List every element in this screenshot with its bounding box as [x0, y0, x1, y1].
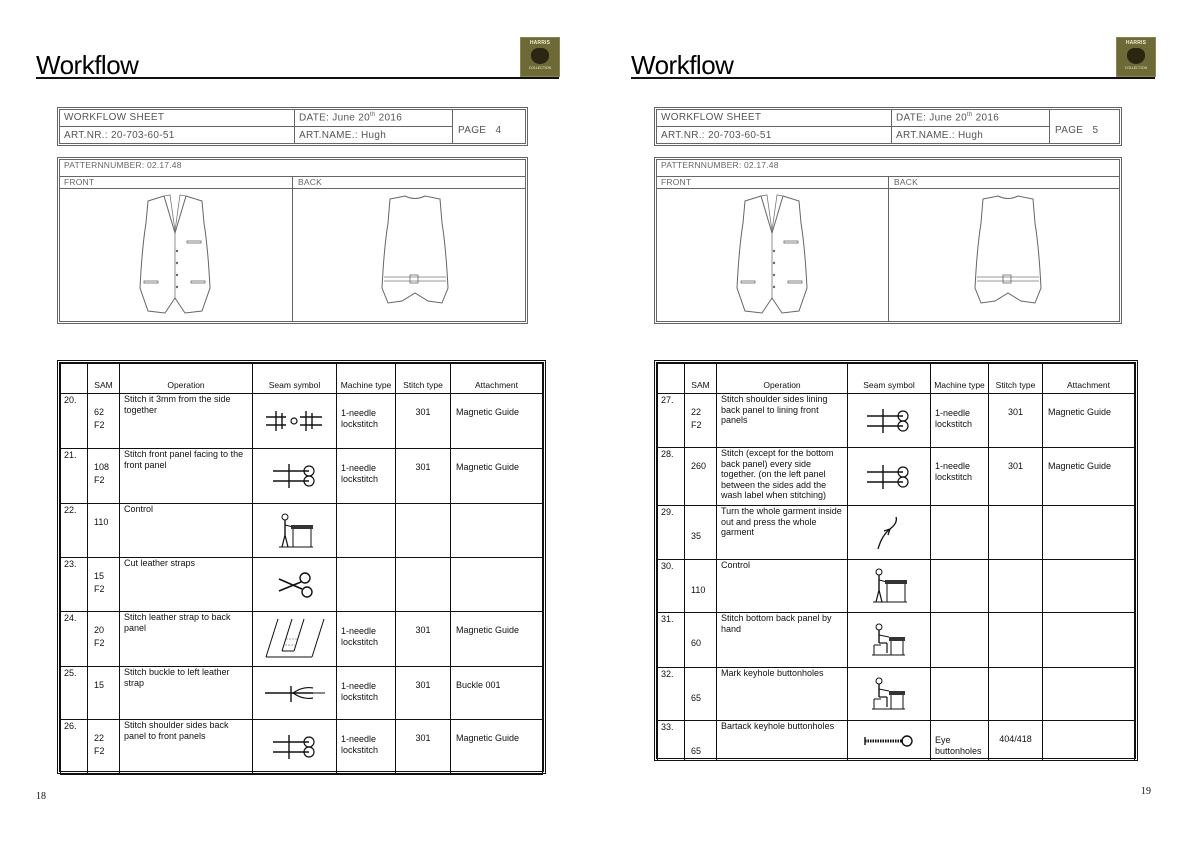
pattern-box: [654, 157, 1122, 324]
seated-worker-icon: [871, 677, 907, 711]
seam-join-icon: [271, 733, 319, 761]
logo-brand: HARRIS: [1125, 40, 1147, 46]
seam-join-icon: [865, 407, 913, 435]
col-operation: Operation: [120, 364, 253, 394]
brand-logo: [1116, 37, 1156, 77]
table-row: 31. 60 Stitch bottom back panel by hand: [658, 613, 1135, 668]
col-seam: Seam symbol: [253, 364, 337, 394]
table-row: 28. 260 Stitch (except for the bottom back panel) every side together. (on the left panel between the sides add the wash label when stitching) 1-needle lockstitch 301 Magnetic Guide: [658, 448, 1135, 506]
col-seam: Seam symbol: [848, 364, 931, 394]
turn-arrow-icon: [874, 515, 904, 551]
workflow-sheet-label: WORKFLOW SHEET: [64, 112, 165, 123]
col-sam: SAM: [88, 364, 120, 394]
beard-icon: [531, 48, 549, 64]
col-machine: Machine type: [931, 364, 989, 394]
logo-sub: COLLECTION: [528, 66, 552, 70]
pattern-box: [57, 157, 528, 324]
table-row: 22. 110 Control: [61, 504, 543, 558]
col-stitch: Stitch type: [396, 364, 451, 394]
col-attachment: Attachment: [1043, 364, 1135, 394]
table-row: 33. 65 Bartack keyhole buttonholes Eye buttonholes 404/418: [658, 721, 1135, 761]
table-row: 32. 65 Mark keyhole buttonholes: [658, 668, 1135, 721]
seam-join-icon: [271, 462, 319, 490]
strap-diagram-icon: [264, 617, 326, 661]
art-nr: ART.NR.: 20-703-60-51: [661, 130, 772, 141]
vest-front-icon: [130, 193, 220, 318]
col-machine: Machine type: [337, 364, 396, 394]
logo-sub: COLLECTION: [1124, 66, 1148, 70]
multi-stitch-icon: [264, 409, 326, 433]
pattern-number: PATTERNNUMBER: 02.17.48: [64, 160, 182, 170]
table-row: 23. 15 F2 Cut leather straps: [61, 558, 543, 612]
worker-table-icon: [275, 513, 315, 549]
vest-back-icon: [370, 193, 460, 318]
col-attachment: Attachment: [451, 364, 543, 394]
col-operation: Operation: [717, 364, 848, 394]
beard-icon: [1127, 48, 1145, 64]
brand-logo: [520, 37, 560, 77]
back-label: BACK: [894, 177, 918, 187]
page-number: 18: [36, 791, 46, 802]
vest-front-icon: [727, 193, 817, 318]
title-rule: [631, 77, 1155, 79]
page-number: 19: [1141, 786, 1151, 797]
header-box: [654, 107, 1122, 146]
page-title: Workflow: [631, 50, 734, 80]
table-row: 25. 15 Stitch buckle to left leather strap 1-needle lockstitch 301 Buckle 001: [61, 667, 543, 720]
table-row: 30. 110 Control: [658, 560, 1135, 613]
workflow-table: [57, 360, 546, 774]
table-row: 29. 35 Turn the whole garment inside out and press the whole garment: [658, 506, 1135, 560]
back-label: BACK: [298, 177, 322, 187]
date-label: DATE: June 20th 2016: [299, 112, 403, 124]
page-indicator: PAGE 5: [1055, 125, 1099, 136]
col-stitch: Stitch type: [989, 364, 1043, 394]
front-label: FRONT: [64, 177, 95, 187]
seam-join-icon: [865, 463, 913, 491]
pattern-number: PATTERNNUMBER: 02.17.48: [661, 160, 779, 170]
workflow-sheet-label: WORKFLOW SHEET: [661, 112, 762, 123]
table-row: 20. 62 F2 Stitch it 3mm from the side together 1-needle lockstitch 301 Magnetic Guide: [61, 394, 543, 449]
header-box: [57, 107, 528, 146]
art-nr: ART.NR.: 20-703-60-51: [64, 130, 175, 141]
col-sam: SAM: [685, 364, 717, 394]
art-name: ART.NAME.: Hugh: [896, 130, 984, 141]
logo-brand: HARRIS: [529, 40, 551, 46]
table-row: 26. 22 F2 Stitch shoulder sides back panel to front panels 1-needle lockstitch 301 Magnetic Guide: [61, 720, 543, 775]
date-label: DATE: June 20th 2016: [896, 112, 1000, 124]
worker-table-icon: [869, 568, 909, 604]
right-page: [595, 0, 1191, 842]
title-rule: [36, 77, 559, 79]
page-title: Workflow: [36, 50, 139, 80]
art-name: ART.NAME.: Hugh: [299, 130, 387, 141]
buttonhole-icon: [863, 733, 915, 749]
workflow-table: [654, 360, 1138, 761]
table-row: 27. 22 F2 Stitch shoulder sides lining back panel to lining front panels 1-needle lockstitch 301 Magnetic Guide: [658, 394, 1135, 448]
scissors-icon: [275, 571, 315, 599]
front-label: FRONT: [661, 177, 692, 187]
table-row: 21. 108 F2 Stitch front panel facing to the front panel 1-needle lockstitch 301 Magnetic Guide: [61, 449, 543, 504]
buckle-seam-icon: [263, 682, 327, 704]
vest-back-icon: [963, 193, 1053, 318]
page-indicator: PAGE 4: [458, 125, 502, 136]
table-row: 24. 20 F2 Stitch leather strap to back panel 1-needle lockstitch 301 Magnetic Guide: [61, 612, 543, 667]
seated-worker-icon: [871, 623, 907, 657]
